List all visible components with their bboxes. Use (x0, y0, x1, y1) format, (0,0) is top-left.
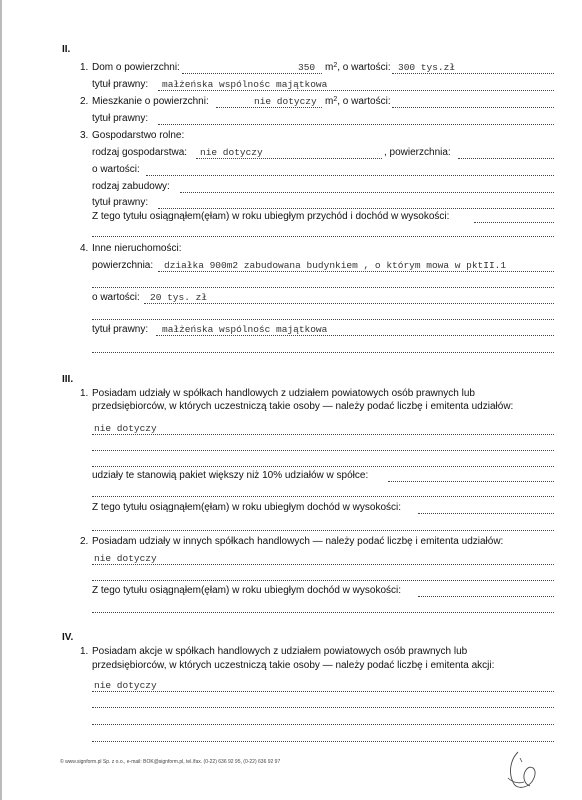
house-area-unit: $m^2$, o wartości: (325, 62, 391, 73)
other-shares-income-line (418, 596, 554, 597)
house-title-value: małżeńska wspólnośc majątkowa (162, 79, 328, 90)
other-shares-line-1 (92, 564, 554, 565)
item-number: 2. (80, 536, 89, 547)
other-value-line-2 (92, 319, 554, 320)
stocks-line-2 (92, 707, 554, 708)
farm-title-label: tytuł prawny: (92, 197, 149, 208)
item-number: 4. (80, 243, 89, 254)
other-value-line (144, 303, 554, 304)
farm-area-line (458, 158, 554, 159)
flat-area-unit: $m^2$, o wartości: (325, 96, 391, 107)
house-title-label: tytuł prawny: (92, 79, 149, 90)
stocks-text-line2: przedsiębiorców, w których uczestniczą takie osoby — należy podać liczbę i emitenta akcji: (92, 660, 495, 671)
other-title-line-2 (92, 352, 554, 353)
other-area-value: działka 900m2 zabudowana budynkiem , o którym mowa w pktII.1 (164, 260, 507, 271)
farm-type-label: rodzaj gospodarstwa: (92, 147, 188, 158)
stocks-line-4 (92, 741, 554, 742)
stocks-line-1 (92, 691, 554, 692)
other-value-label: o wartości: (92, 292, 140, 303)
stocks-answer: nie dotyczy (94, 680, 157, 691)
page-edge-shadow (0, 0, 2, 800)
shares-income-line-2 (92, 530, 554, 531)
farm-label: Gospodarstwo rolne: (92, 130, 185, 141)
section-heading-iii: III. (62, 374, 74, 385)
farm-value-label: o wartości: (92, 164, 140, 175)
farm-income-line (474, 222, 554, 223)
farm-build-label: rodzaj zabudowy: (92, 181, 170, 192)
farm-area-label: , powierzchnia: (384, 147, 451, 158)
signature-mark (500, 748, 544, 792)
shares-text-line1: Posiadam udziały w spółkach handlowych z udziałem powiatowych osób prawnych lub (92, 388, 475, 399)
flat-title-line (158, 124, 554, 125)
shares-income-label: Z tego tytułu osiągnąłem(ęłam) w roku ubiegłym dochód w wysokości: (92, 502, 402, 513)
house-area-line (182, 73, 322, 74)
flat-value-line (392, 107, 554, 108)
shares-line-2 (92, 450, 554, 451)
shares-income-line (418, 513, 554, 514)
other-value: 20 tys. zł (150, 292, 208, 303)
farm-income-label: Z tego tytułu osiągnąłem(ęłam) w roku ubiegłym przychód i dochód w wysokości: (92, 211, 450, 222)
item-number: 1. (80, 646, 89, 657)
flat-area-value: nie dotyczy (254, 96, 317, 107)
shares-package-line-2 (92, 496, 554, 497)
item-number: 3. (80, 130, 89, 141)
house-title-line (158, 90, 554, 91)
flat-area-line (216, 107, 322, 108)
other-shares-income-label: Z tego tytułu osiągnąłem(ęłam) w roku ubiegłym dochód w wysokości: (92, 585, 402, 596)
item-number: 2. (80, 96, 89, 107)
shares-line-3 (92, 466, 554, 467)
section-heading-iv: IV. (62, 632, 74, 643)
shares-text-line2: przedsiębiorców, w których uczestniczą takie osoby — należy podać liczbę i emitenta udziałów: (92, 401, 514, 412)
farm-income-line-2 (92, 236, 554, 237)
item-number: 1. (80, 62, 89, 73)
farm-value-line (146, 175, 554, 176)
shares-package-label: udziały te stanowią pakiet większy niż 10% udziałów w spółce: (92, 470, 369, 481)
item-number: 1. (80, 388, 89, 399)
stocks-text-line1: Posiadam akcje w spółkach handlowych z udziałem powiatowych osób prawnych lub (92, 646, 468, 657)
farm-title-line (158, 208, 554, 209)
other-shares-income-line-2 (92, 612, 554, 613)
other-title-line (156, 335, 554, 336)
house-area-value: 350 (298, 62, 316, 73)
other-shares-text: Posiadam udziały w innych spółkach handlowych — należy podać liczbę i emitenta udziałów: (92, 536, 504, 547)
shares-package-line (388, 481, 554, 482)
other-property-label: Inne nieruchomości: (92, 243, 182, 254)
house-value-line (392, 73, 554, 74)
flat-title-label: tytuł prawny: (92, 113, 149, 124)
house-value: 300 tys.zł (398, 62, 456, 73)
other-title-value: małżeńska wspólnośc majątkowa (162, 324, 328, 335)
other-area-line-2 (92, 287, 554, 288)
shares-line-1 (92, 434, 554, 435)
shares-answer: nie dotyczy (94, 423, 157, 434)
other-shares-line-2 (92, 580, 554, 581)
farm-type-value: nie dotyczy (200, 147, 263, 158)
other-area-line (158, 271, 554, 272)
farm-type-line (196, 158, 382, 159)
other-area-label: powierzchnia: (92, 260, 154, 271)
section-heading-ii: II. (62, 44, 71, 55)
house-area-label: Dom o powierzchni: (92, 62, 180, 73)
flat-area-label: Mieszkanie o powierzchni: (92, 96, 209, 107)
other-shares-answer: nie dotyczy (94, 553, 157, 564)
stocks-line-3 (92, 724, 554, 725)
other-title-label: tytuł prawny: (92, 324, 149, 335)
farm-build-line (180, 192, 554, 193)
footer-copyright: © www.signform.pl Sp. z o.o., e-mail: BOK@signform.pl, tel./fax. (0-22) 636 92 95, (0-22) 636 92 97 (60, 759, 281, 765)
